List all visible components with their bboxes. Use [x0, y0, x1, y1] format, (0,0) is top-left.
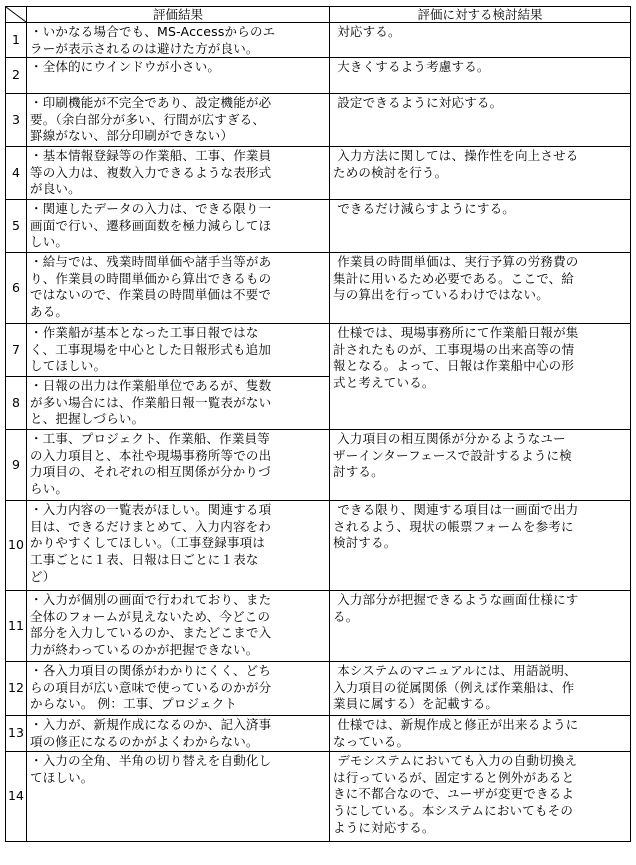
row-number: 4	[6, 147, 27, 200]
table-row	[6, 501, 631, 591]
table-row	[6, 430, 631, 501]
review-cell: できる限り、関連する項目は一画面で出力 されるよう、現状の帳票フォームを参考に 検討する。	[330, 501, 631, 591]
row-number: 13	[6, 716, 27, 752]
table-row	[6, 752, 631, 842]
row-number: 1	[6, 23, 27, 58]
review-cell: 大きくするよう考慮する。	[330, 58, 631, 94]
row-number: 14	[6, 752, 27, 842]
table-row	[6, 94, 631, 147]
review-cell: 仕様では、現場事務所にて作業船日報が集 計されたものが、工事現場の出来高等の情 報となる。よって、日報は作業船中心の形 式と考えている。	[330, 324, 631, 430]
review-cell: 本システムのマニュアルには、用語説明、 入力項目の従属関係（例えば作業船は、作 業員に属する）を記載する。	[330, 662, 631, 716]
result-cell: ・各入力項目の関係がわかりにくく、どち らの項目が広い意味で使っているのかが分 からない。 例：工事、プロジェクト	[27, 662, 330, 716]
result-cell: ・日報の出力は作業船単位であるが、隻数 が多い場合には、作業船日報一覧表がない と、把握しづらい。	[27, 377, 330, 430]
review-cell: 作業員の時間単価は、実行予算の労務費の 集計に用いるため必要である。ここで、給 与の算出を行っているわけではない。	[330, 253, 631, 324]
table-row	[6, 58, 631, 94]
table-row	[6, 147, 631, 200]
result-cell: ・入力の全角、半角の切り替えを自動化し てほしい。	[27, 752, 330, 842]
row-number: 11	[6, 591, 27, 662]
table-row	[6, 591, 631, 662]
row-number: 7	[6, 324, 27, 377]
result-cell: ・給与では、残業時間単価や諸手当等があ り、作業員の時間単価から算出できるもの ではないので、作業員の時間単価は不要で ある。	[27, 253, 330, 324]
header-row	[6, 7, 631, 23]
corner-cell	[6, 7, 27, 23]
review-cell: 入力部分が把握できるような画面仕様にす る。	[330, 591, 631, 662]
row-number: 6	[6, 253, 27, 324]
table-row	[6, 200, 631, 253]
result-cell: ・関連したデータの入力は、できる限り一 画面で行い、遷移画面数を極力減らしてほ しい。	[27, 200, 330, 253]
review-cell: 仕様では、新規作成と修正が出来るように なっている。	[330, 716, 631, 752]
diagonal-line	[6, 7, 26, 22]
row-number: 12	[6, 662, 27, 716]
review-cell: 入力方法に関しては、操作性を向上させる ための検討を行う。	[330, 147, 631, 200]
row-number: 9	[6, 430, 27, 501]
header-result: 評価結果	[27, 7, 330, 23]
review-cell: 対応する。	[330, 23, 631, 58]
row-number: 2	[6, 58, 27, 94]
result-cell: ・全体的にウインドウが小さい。	[27, 58, 330, 94]
table-row	[6, 324, 631, 377]
evaluation-table	[5, 6, 631, 842]
result-cell: ・作業船が基本となった工事日報ではな く、工事現場を中心とした日報形式も追加 してほしい。	[27, 324, 330, 377]
result-cell: ・印刷機能が不完全であり、設定機能が必 要。（余白部分が多い、行間が広すぎる、 罫線がない、部分印刷ができない）	[27, 94, 330, 147]
review-cell: デモシステムにおいても入力の自動切換え は行っているが、固定すると例外があると きに不都合なので、ユーザが変更できるよ うにしている。本システムにおいてもその ように対応する。	[330, 752, 631, 842]
table-row	[6, 23, 631, 58]
result-cell: ・基本情報登録等の作業船、工事、作業員 等の入力は、複数入力できるような表形式 が良い。	[27, 147, 330, 200]
result-cell: ・入力が、新規作成になるのか、記入済事 項の修正になるのかがよくわからない。	[27, 716, 330, 752]
row-number: 10	[6, 501, 27, 591]
table-row	[6, 253, 631, 324]
row-number: 8	[6, 377, 27, 430]
table-row	[6, 716, 631, 752]
review-cell: できるだけ減らすようにする。	[330, 200, 631, 253]
review-cell: 入力項目の相互関係が分かるようなユー ザーインターフェースで設計するように検 討する。	[330, 430, 631, 501]
table-row	[6, 662, 631, 716]
result-cell: ・入力が個別の画面で行われており、また 全体のフォームが見えないため、今どこの 部分を入力しているのか、またどこまで入 力が終わっているのかが把握できない。	[27, 591, 330, 662]
review-cell: 設定できるように対応する。	[330, 94, 631, 147]
result-cell: ・いかなる場合でも、MS-Accessからのエ ラーが表示されるのは避けた方が良い。	[27, 23, 330, 58]
result-cell: ・工事、プロジェクト、作業船、作業員等 の入力項目と、本社や現場事務所等での出 力項目の、それぞれの相互関係が分かりづ らい。	[27, 430, 330, 501]
row-number: 5	[6, 200, 27, 253]
header-review: 評価に対する検討結果	[330, 7, 631, 23]
result-cell: ・入力内容の一覧表がほしい。関連する項 目は、できるだけまとめて、入力内容をわ かりやすくしてほしい。（工事登録事項は 工事ごとに１表、日報は日ごとに１表な ど）	[27, 501, 330, 591]
row-number: 3	[6, 94, 27, 147]
